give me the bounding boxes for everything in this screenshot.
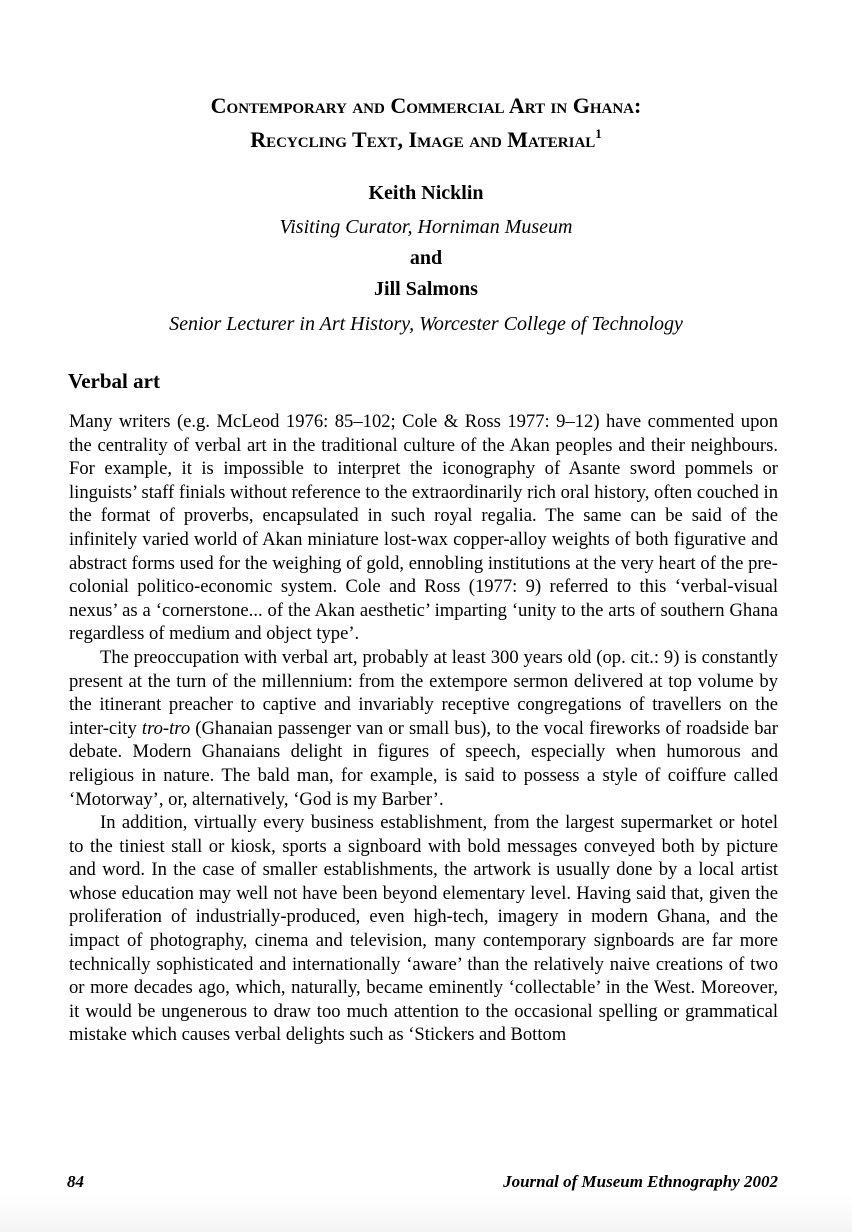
author-affiliation-1: Visiting Curator, Horniman Museum bbox=[279, 216, 573, 238]
journal-footer: Journal of Museum Ethnography 2002 bbox=[503, 1172, 778, 1191]
paragraph-2-italic-term: tro-tro bbox=[141, 717, 191, 739]
author-name-2: Jill Salmons bbox=[374, 278, 478, 300]
section-heading: Verbal art bbox=[68, 369, 160, 393]
page-number: 84 bbox=[67, 1172, 84, 1191]
body-text bbox=[69, 410, 778, 1047]
article-title bbox=[0, 92, 852, 154]
paragraph-3: In addition, virtually every business establishment, from the largest supermarket or hotel to the tiniest stall or kiosk, sports a signboard with bold messages conveyed both by picture and word. In the case of smaller establishments, the artwork is usually done by a local artist whose education may well not have been beyond elementary level. Having said that, given the proliferation of industrially-produced, even high-tech, imagery in modern Ghana, and the impact of photography, cinema and television, many contemporary signboards are far more technically sophisticated and internationally ‘aware’ than the relatively naive creations of two or more decades ago, which, naturally, became eminently ‘collectable’ in the West. Moreover, it would be ungenerous to draw too much attention to the occasional spelling or grammatical mistake which causes verbal delights such as ‘Stickers and Bottom bbox=[69, 812, 778, 1046]
paragraph-2 bbox=[69, 646, 778, 811]
paragraph-2-text-a: The preoccupation with verbal art, probably at least 300 years old (op. cit.: 9) is constantly present at the turn of the millennium: from the extempore sermon delivered at top volume by the itinerant preacher to captive and invariably receptive congregations of travellers on the inter-city bbox=[69, 646, 778, 739]
paragraph-2-text-b: (Ghanaian passenger van or small bus), to the vocal fireworks of roadside bar debate. Modern Ghanaians delight in figures of speech, especially when humorous and religious in nature. The bald man, for example, is said to possess a style of coiffure called ‘Motorway’, or, alternatively, ‘God is my Barber’. bbox=[69, 717, 778, 810]
title-line-1: Contemporary and Commercial Art in Ghana: bbox=[210, 93, 642, 118]
author-affiliation-2: Senior Lecturer in Art History, Worcester College of Technology bbox=[169, 313, 683, 335]
footnote-marker[interactable]: 1 bbox=[595, 126, 602, 141]
paragraph-1: Many writers (e.g. McLeod 1976: 85–102; Cole & Ross 1977: 9–12) have commented upon the centrality of verbal art in the traditional culture of the Akan peoples and their neighbours. For example, it is impossible to interpret the iconography of Asante sword pommels or linguists’ staff finials without reference to the extraordinarily rich oral history, often couched in the format of proverbs, encapsulated in such royal regalia. The same can be said of the infinitely varied world of Akan miniature lost-wax copper-alloy weights of both figurative and abstract forms used for the weighing of gold, ennobling institutions at the very heart of the pre-colonial politico-economic system. Cole and Ross (1977: 9) referred to this ‘verbal-visual nexus’ as a ‘cornerstone... of the Akan aesthetic’ imparting ‘unity to the arts of southern Ghana regardless of medium and object type’. bbox=[69, 411, 778, 645]
author-conjunction: and bbox=[409, 247, 443, 269]
title-line-2-text: Recycling Text, Image and Material bbox=[250, 127, 596, 152]
title-line-2 bbox=[0, 120, 852, 154]
author-name-1: Keith Nicklin bbox=[368, 182, 484, 204]
